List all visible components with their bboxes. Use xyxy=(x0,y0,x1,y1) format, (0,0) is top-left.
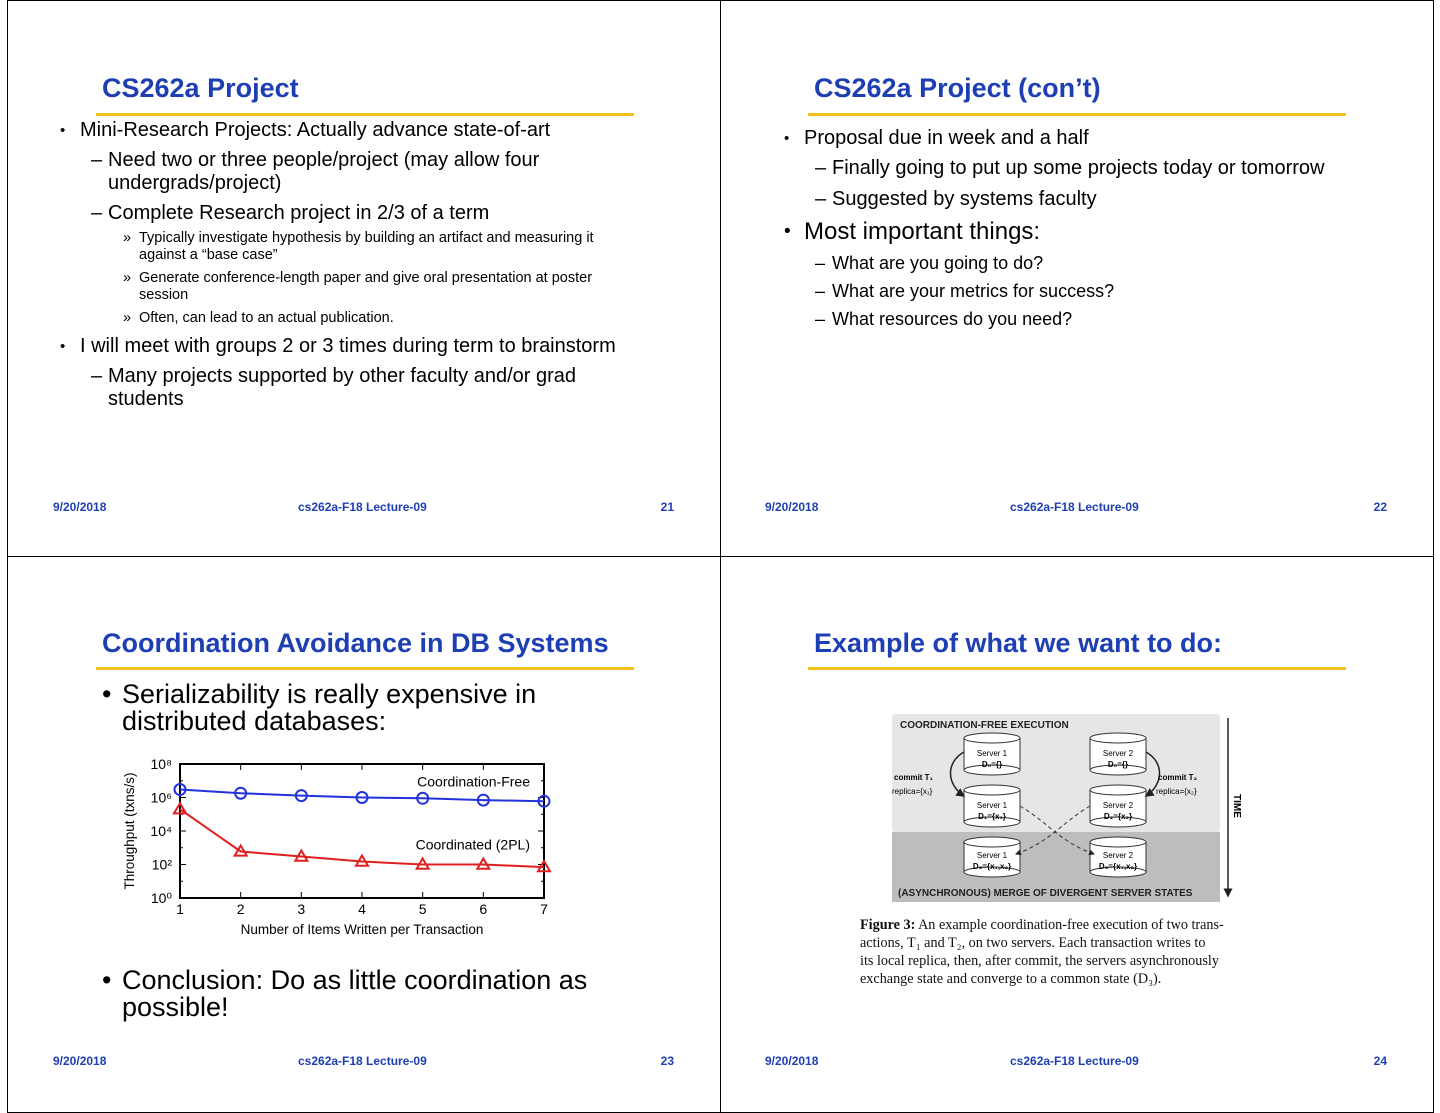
server1-state0 xyxy=(964,733,1020,775)
footer-date: 9/20/2018 xyxy=(53,500,107,514)
sub-sub-bullet: » Typically investigate hypothesis by building an artifact and measuring it against a “base case” xyxy=(123,230,594,263)
server2-state0 xyxy=(1090,733,1146,775)
diagram-bottom-label: (ASYNCHRONOUS) MERGE OF DIVERGENT SERVER STATES xyxy=(898,888,1193,899)
throughput-chart xyxy=(108,756,568,956)
y-tick-label: 10⁶ xyxy=(150,789,172,806)
y-tick-label: 10⁸ xyxy=(150,756,172,772)
x-tick-label: 7 xyxy=(540,901,548,917)
bullet-item: • Serializability is really expensive in distributed databases: xyxy=(102,679,537,736)
bullet-item: • Most important things: xyxy=(784,218,1041,245)
slide-title: Coordination Avoidance in DB Systems xyxy=(102,628,609,658)
footer-lecture: cs262a-F18 Lecture-09 xyxy=(298,1054,427,1068)
slide-number: 23 xyxy=(660,1054,674,1068)
title-underline xyxy=(808,667,1346,670)
slide-number: 22 xyxy=(1373,500,1387,514)
slide-21 xyxy=(7,0,721,557)
title-underline xyxy=(96,113,634,116)
commit-t1-label: commit T₁ xyxy=(894,773,933,782)
x-tick-label: 2 xyxy=(236,901,245,917)
x-tick-label: 3 xyxy=(297,901,306,917)
x-tick-label: 1 xyxy=(176,901,184,917)
svg-text:D₀={}: D₀={} xyxy=(981,760,1003,769)
sub-sub-bullet: » Generate conference-length paper and give oral presentation at poster session xyxy=(123,270,593,303)
svg-text:D₃={x₁,x₂}: D₃={x₁,x₂} xyxy=(1098,862,1138,871)
footer-date: 9/20/2018 xyxy=(53,1054,107,1068)
replica1-label: replica={x₁} xyxy=(892,787,933,796)
slide-number: 24 xyxy=(1373,1054,1387,1068)
svg-text:Server 1: Server 1 xyxy=(976,801,1008,810)
sub-bullet: – Need two or three people/project (may allow four undergrads/project) xyxy=(91,149,540,194)
diagram-top-label: COORDINATION-FREE EXECUTION xyxy=(900,720,1069,731)
y-tick-label: 10⁴ xyxy=(150,823,172,839)
coordination-free-diagram xyxy=(890,712,1250,912)
commit-t2-label: commit T₂ xyxy=(1158,773,1198,782)
server2-state1 xyxy=(1090,785,1146,827)
slide-24 xyxy=(720,556,1434,1113)
x-tick-label: 5 xyxy=(418,901,427,917)
bullet-item: • Proposal due in week and a half xyxy=(784,127,1089,149)
svg-text:Server 2: Server 2 xyxy=(1102,801,1134,810)
sub-sub-bullet: » Often, can lead to an actual publication. xyxy=(123,310,394,326)
server2-state3 xyxy=(1090,837,1146,877)
sub-bullet: – Many projects supported by other faculty and/or grad students xyxy=(91,365,577,410)
footer-date: 9/20/2018 xyxy=(765,500,819,514)
slide-title: CS262a Project (con’t) xyxy=(814,73,1101,103)
slide-title: CS262a Project xyxy=(102,73,299,103)
x-tick-label: 4 xyxy=(358,901,366,917)
server1-state1 xyxy=(964,785,1020,827)
sub-bullet: – What are your metrics for success? xyxy=(815,281,1115,301)
footer-lecture: cs262a-F18 Lecture-09 xyxy=(1010,500,1139,514)
svg-text:Server 1: Server 1 xyxy=(976,749,1008,758)
x-axis-label: Number of Items Written per Transaction xyxy=(240,922,484,937)
y-axis-label: Throughput (txns/s) xyxy=(122,772,137,890)
slide-23 xyxy=(7,556,721,1113)
footer-date: 9/20/2018 xyxy=(765,1054,819,1068)
time-label: TIME xyxy=(1231,794,1242,818)
x-tick-label: 6 xyxy=(479,901,488,917)
svg-text:D₁={x₁}: D₁={x₁} xyxy=(978,812,1006,821)
svg-text:Server 2: Server 2 xyxy=(1102,851,1134,860)
bullet-item: • Conclusion: Do as little coordination as possible! xyxy=(102,965,588,1022)
bullet-item: • I will meet with groups 2 or 3 times during term to brainstorm xyxy=(60,335,616,357)
sub-bullet: – Finally going to put up some projects today or tomorrow xyxy=(815,157,1325,179)
replica2-label: replica={x₂} xyxy=(1156,787,1197,796)
svg-text:D₂={x₂}: D₂={x₂} xyxy=(1103,812,1133,821)
svg-text:D₀={}: D₀={} xyxy=(1107,760,1129,769)
series-label-coordination-free: Coordination-Free xyxy=(417,773,530,790)
slide-title: Example of what we want to do: xyxy=(814,628,1223,658)
sub-bullet: – What resources do you need? xyxy=(815,309,1073,329)
slide-number: 21 xyxy=(660,500,674,514)
title-underline xyxy=(96,667,634,670)
sub-bullet: – What are you going to do? xyxy=(815,253,1044,273)
footer-lecture: cs262a-F18 Lecture-09 xyxy=(1010,1054,1139,1068)
series-label-coordinated: Coordinated (2PL) xyxy=(415,836,530,853)
title-underline xyxy=(808,113,1346,116)
svg-text:D₃={x₁,x₂}: D₃={x₁,x₂} xyxy=(972,862,1012,871)
footer-lecture: cs262a-F18 Lecture-09 xyxy=(298,500,427,514)
y-tick-label: 10² xyxy=(151,856,172,873)
svg-text:Server 1: Server 1 xyxy=(976,851,1008,860)
bullet-item: • Mini-Research Projects: Actually advance state-of-art xyxy=(60,119,551,141)
svg-text:Server 2: Server 2 xyxy=(1102,749,1134,758)
y-tick-label: 10⁰ xyxy=(150,890,172,906)
sub-bullet: – Suggested by systems faculty xyxy=(815,188,1097,210)
slide-22 xyxy=(720,0,1434,557)
server1-state3 xyxy=(964,837,1020,877)
figure-caption: Figure 3: An example coordination-free execution of two trans- actions, T₁ and T₂, on two servers. Each transaction writes to its local replica, then, after commit, the servers asynchronously exchange state and converge to a common state (D₃). xyxy=(860,917,1224,987)
sub-bullet: – Complete Research project in 2/3 of a term xyxy=(91,202,490,224)
